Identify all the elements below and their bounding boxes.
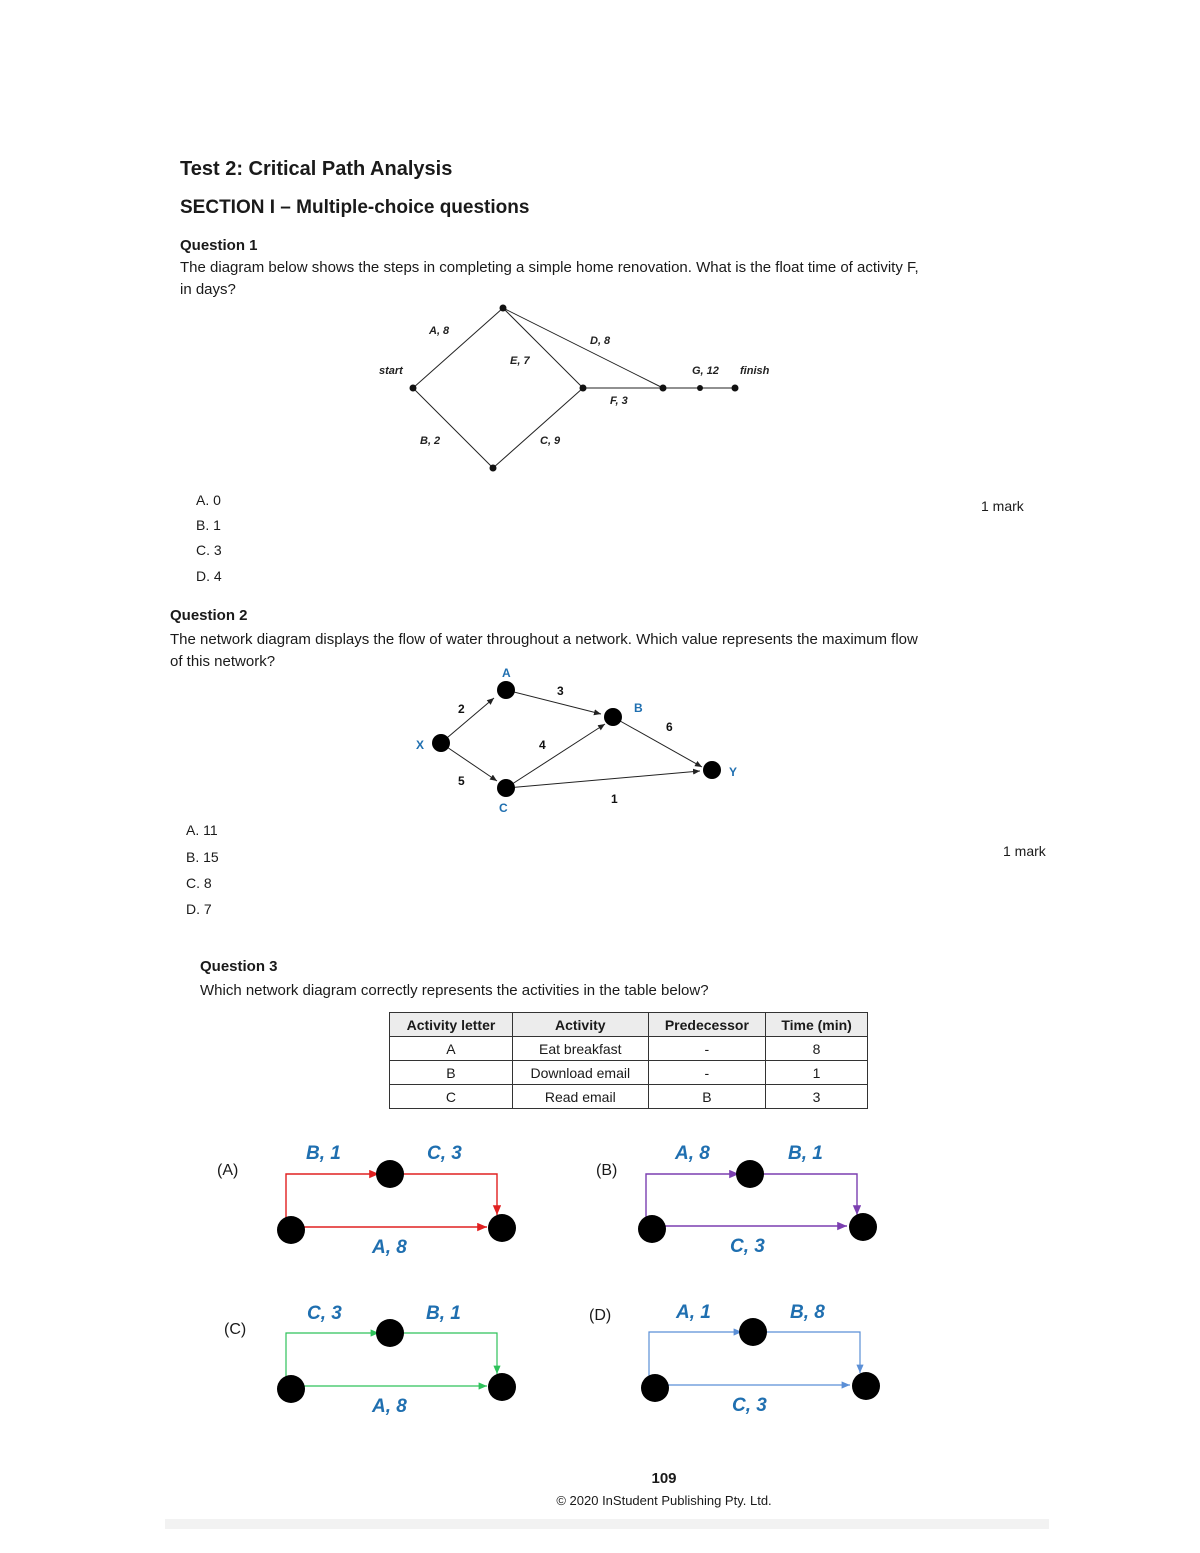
label-top-left: A, 1 (676, 1302, 711, 1323)
label-bottom: C, 3 (732, 1395, 767, 1416)
q1-option-b[interactable]: B. 1 (196, 517, 221, 533)
q1-option-d[interactable]: D. 4 (196, 568, 222, 584)
table-cell: - (648, 1061, 766, 1085)
node-bottom (490, 465, 497, 472)
copyright: © 2020 InStudent Publishing Pty. Ltd. (556, 1493, 772, 1508)
section-heading: SECTION I – Multiple-choice questions (180, 197, 530, 218)
edge-d (503, 308, 663, 388)
q3-diagram-a[interactable] (265, 1135, 525, 1265)
node-start (277, 1216, 305, 1244)
label-edge-c: C, 9 (540, 435, 561, 447)
question-2-text-line2: of this network? (170, 653, 276, 670)
table-cell: B (648, 1085, 766, 1109)
node-b (604, 708, 622, 726)
table-header: Activity letter (390, 1013, 513, 1037)
q3-option-a-label[interactable]: (A) (217, 1162, 239, 1179)
node-mid (580, 385, 587, 392)
table-cell: - (648, 1037, 766, 1061)
question-3-text: Which network diagram correctly represents the activities in the table below? (200, 982, 709, 999)
q1-mark: 1 mark (981, 498, 1024, 514)
label-edge-a: A, 8 (429, 325, 450, 337)
table-cell: 1 (766, 1061, 868, 1085)
weight-a-b: 3 (557, 684, 564, 698)
table-cell: 3 (766, 1085, 868, 1109)
table-header: Time (min) (766, 1013, 868, 1037)
node-end (488, 1373, 516, 1401)
edge-c-b (506, 724, 605, 788)
label-edge-b: B, 2 (420, 435, 441, 447)
label-node-x: X (416, 738, 425, 752)
label-finish: finish (740, 365, 770, 377)
edge-a (413, 308, 503, 388)
table-header-row (390, 1013, 868, 1037)
q3-option-d-label[interactable]: (D) (589, 1307, 612, 1324)
table-cell: C (390, 1085, 513, 1109)
page-number: 109 (651, 1470, 677, 1487)
q3-option-c-label[interactable]: (C) (224, 1321, 247, 1338)
node-mid (739, 1318, 767, 1346)
q2-flow-diagram (400, 660, 760, 820)
node-finish (732, 385, 739, 392)
table-row (390, 1061, 868, 1085)
q2-option-c[interactable]: C. 8 (186, 875, 212, 891)
q2-option-d[interactable]: D. 7 (186, 901, 212, 917)
label-bottom: A, 8 (372, 1237, 407, 1258)
table-cell: A (390, 1037, 513, 1061)
label-top-right: B, 8 (790, 1302, 825, 1323)
node-top (500, 305, 507, 312)
node-c (497, 779, 515, 797)
table-row (390, 1037, 868, 1061)
weight-c-y: 1 (611, 792, 618, 806)
node-end (852, 1372, 880, 1400)
label-top-right: B, 1 (426, 1303, 461, 1324)
label-node-b: B (634, 701, 643, 715)
node-end (488, 1214, 516, 1242)
label-edge-f: F, 3 (610, 395, 628, 407)
weight-c-b: 4 (539, 738, 546, 752)
node-start (641, 1374, 669, 1402)
q2-option-a[interactable]: A. 11 (186, 822, 218, 838)
node-a (497, 681, 515, 699)
label-edge-g: G, 12 (692, 365, 719, 377)
label-node-a: A (502, 666, 511, 680)
q2-mark: 1 mark (1003, 843, 1046, 859)
label-edge-e: E, 7 (510, 355, 530, 367)
edge-top-right (401, 1333, 497, 1374)
label-start: start (379, 365, 403, 377)
weight-x-a: 2 (458, 702, 465, 716)
node-merge (660, 385, 667, 392)
node-mid (376, 1160, 404, 1188)
label-bottom: C, 3 (730, 1236, 765, 1257)
edge-top-right (761, 1174, 857, 1215)
question-2-heading: Question 2 (170, 607, 248, 624)
label-top-left: C, 3 (307, 1303, 342, 1324)
node-mid (376, 1319, 404, 1347)
activities-table (389, 1012, 868, 1109)
table-cell: B (390, 1061, 513, 1085)
edge-top-right (391, 1174, 497, 1215)
q1-network-diagram (370, 295, 790, 480)
q1-edges (413, 308, 735, 468)
q3-option-b-label[interactable]: (B) (596, 1162, 618, 1179)
edge-x-a (441, 698, 494, 743)
label-top-right: C, 3 (427, 1143, 462, 1164)
node-start (410, 385, 417, 392)
page-title: Test 2: Critical Path Analysis (180, 158, 453, 180)
table-cell: Download email (512, 1061, 648, 1085)
q3-diagram-d[interactable] (628, 1295, 888, 1425)
node-end (849, 1213, 877, 1241)
node-y (703, 761, 721, 779)
question-2-text-line1: The network diagram displays the flow of water throughout a network. Which value represents the maximum flow (170, 631, 918, 648)
q2-option-b[interactable]: B. 15 (186, 849, 219, 865)
footer-divider (165, 1519, 1049, 1529)
node-mid (736, 1160, 764, 1188)
label-edge-d: D, 8 (590, 335, 611, 347)
node-g-mid (697, 385, 703, 391)
question-3-heading: Question 3 (200, 958, 278, 975)
question-1-heading: Question 1 (180, 237, 258, 254)
q1-option-c[interactable]: C. 3 (196, 542, 222, 558)
table-row (390, 1085, 868, 1109)
label-node-y: Y (729, 765, 738, 779)
node-start (277, 1375, 305, 1403)
table-cell: Eat breakfast (512, 1037, 648, 1061)
table-header: Activity (512, 1013, 648, 1037)
q2-edges (441, 690, 702, 788)
edge-e (503, 308, 583, 388)
edge-x-c (441, 743, 497, 781)
node-start (638, 1215, 666, 1243)
q1-option-a[interactable]: A. 0 (196, 492, 221, 508)
weight-b-y: 6 (666, 720, 673, 734)
table-header: Predecessor (648, 1013, 766, 1037)
question-1-text-line1: The diagram below shows the steps in completing a simple home renovation. What is the float time of activity F, (180, 259, 919, 276)
edge-c (493, 388, 583, 468)
label-top-right: B, 1 (788, 1143, 823, 1164)
edge-b (413, 388, 493, 468)
q2-nodes (432, 681, 721, 797)
table-cell: 8 (766, 1037, 868, 1061)
q3-diagram-c[interactable] (265, 1295, 525, 1425)
node-x (432, 734, 450, 752)
label-top-left: B, 1 (306, 1143, 341, 1164)
edge-b-y (613, 717, 702, 767)
table-cell: Read email (512, 1085, 648, 1109)
label-top-left: A, 8 (675, 1143, 710, 1164)
edge-c-y (506, 771, 700, 788)
question-1-text-line2: in days? (180, 281, 236, 298)
weight-x-c: 5 (458, 774, 465, 788)
edge-top-right (764, 1332, 860, 1373)
q3-diagram-b[interactable] (625, 1135, 885, 1265)
edge-a-b (506, 690, 601, 714)
label-bottom: A, 8 (372, 1396, 407, 1417)
label-node-c: C (499, 801, 508, 815)
